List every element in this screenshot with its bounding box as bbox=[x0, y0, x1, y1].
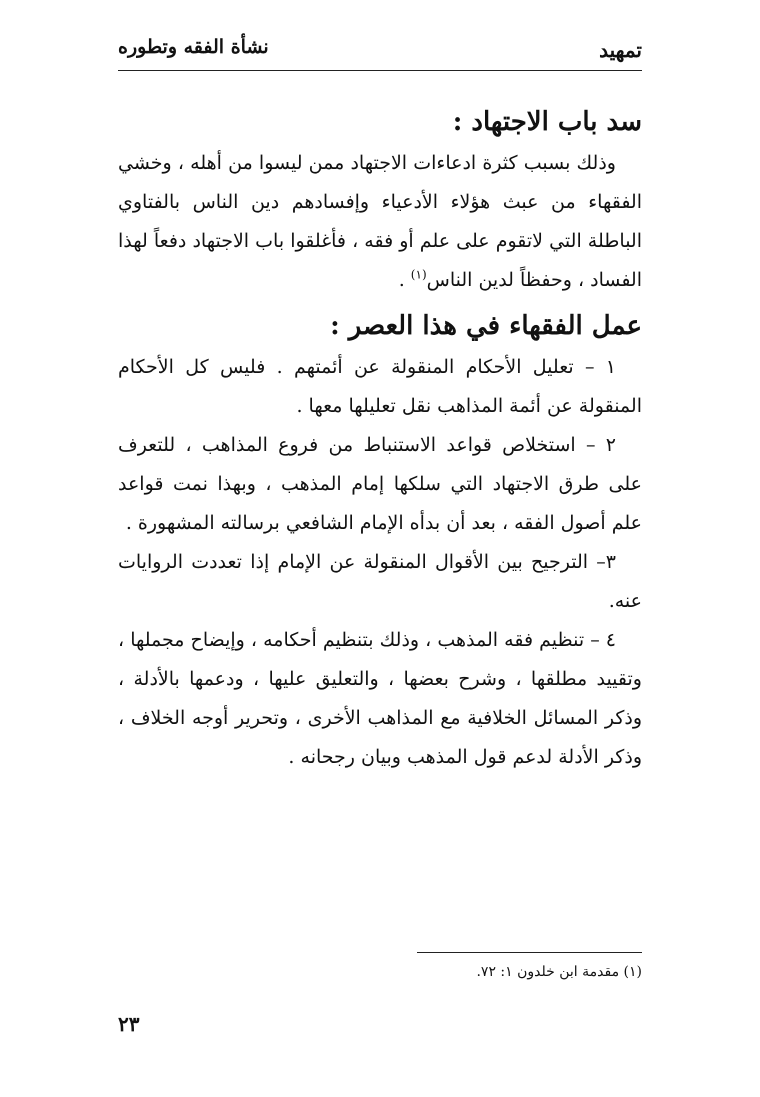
paragraph-text: وذلك بسبب كثرة ادعاءات الاجتهاد ممن ليسوا من أهله ، وخشي الفقهاء من عبث هؤلاء الأدعياء وإفسادهم دين الناس بالفتاوي الباطلة التي لاتقوم على علم أو فقه ، فأغلقوا باب الاجتهاد دفعاً لهذا الفساد ، وحفظاً لدين الناس bbox=[118, 152, 642, 291]
running-header bbox=[118, 30, 642, 70]
footnote-reference[interactable]: (١) bbox=[410, 267, 427, 282]
section-heading-fuqaha-work: عمل الفقهاء في هذا العصر : bbox=[330, 311, 642, 341]
main-text bbox=[118, 100, 642, 777]
header-divider bbox=[118, 70, 642, 71]
paragraph-ijtihad bbox=[118, 144, 642, 300]
chapter-label: تمهيد bbox=[599, 38, 642, 62]
footnote: (١) مقدمة ابن خلدون ١: ٧٢. bbox=[476, 964, 642, 980]
paragraph-end: . bbox=[398, 269, 411, 291]
list-item: ٢ – استخلاص قواعد الاستنباط من فروع المذاهب ، للتعرف على طرق الاجتهاد التي سلكها إمام المذهب ، وبهذا نمت قواعد علم أصول الفقه ، بعد أن بدأه الإمام الشافعي برسالته المشهورة . bbox=[118, 434, 642, 534]
running-title: نشأة الفقه وتطوره bbox=[118, 36, 269, 58]
list-item: ١ – تعليل الأحكام المنقولة عن أئمتهم . فليس كل الأحكام المنقولة عن أئمة المذاهب نقل تعليلها معها . bbox=[118, 356, 642, 417]
section-heading-ijtihad: سد باب الاجتهاد : bbox=[452, 107, 642, 137]
footnote-divider bbox=[417, 952, 642, 953]
list-item: ٤ – تنظيم فقه المذهب ، وذلك بتنظيم أحكامه ، وإيضاح مجملها ، وتقييد مطلقها ، وشرح بعضها ، والتعليق عليها ، ودعمها بالأدلة ، وذكر المسائل الخلافية مع المذاهب الأخرى ، وتحرير أوجه الخلاف ، وذكر الأدلة لدعم قول المذهب وبيان رجحانه . bbox=[118, 629, 642, 768]
list-item: ٣– الترجيح بين الأقوال المنقولة عن الإمام إذا تعددت الروايات عنه. bbox=[118, 551, 642, 612]
page-number: ٢٣ bbox=[118, 1012, 140, 1036]
